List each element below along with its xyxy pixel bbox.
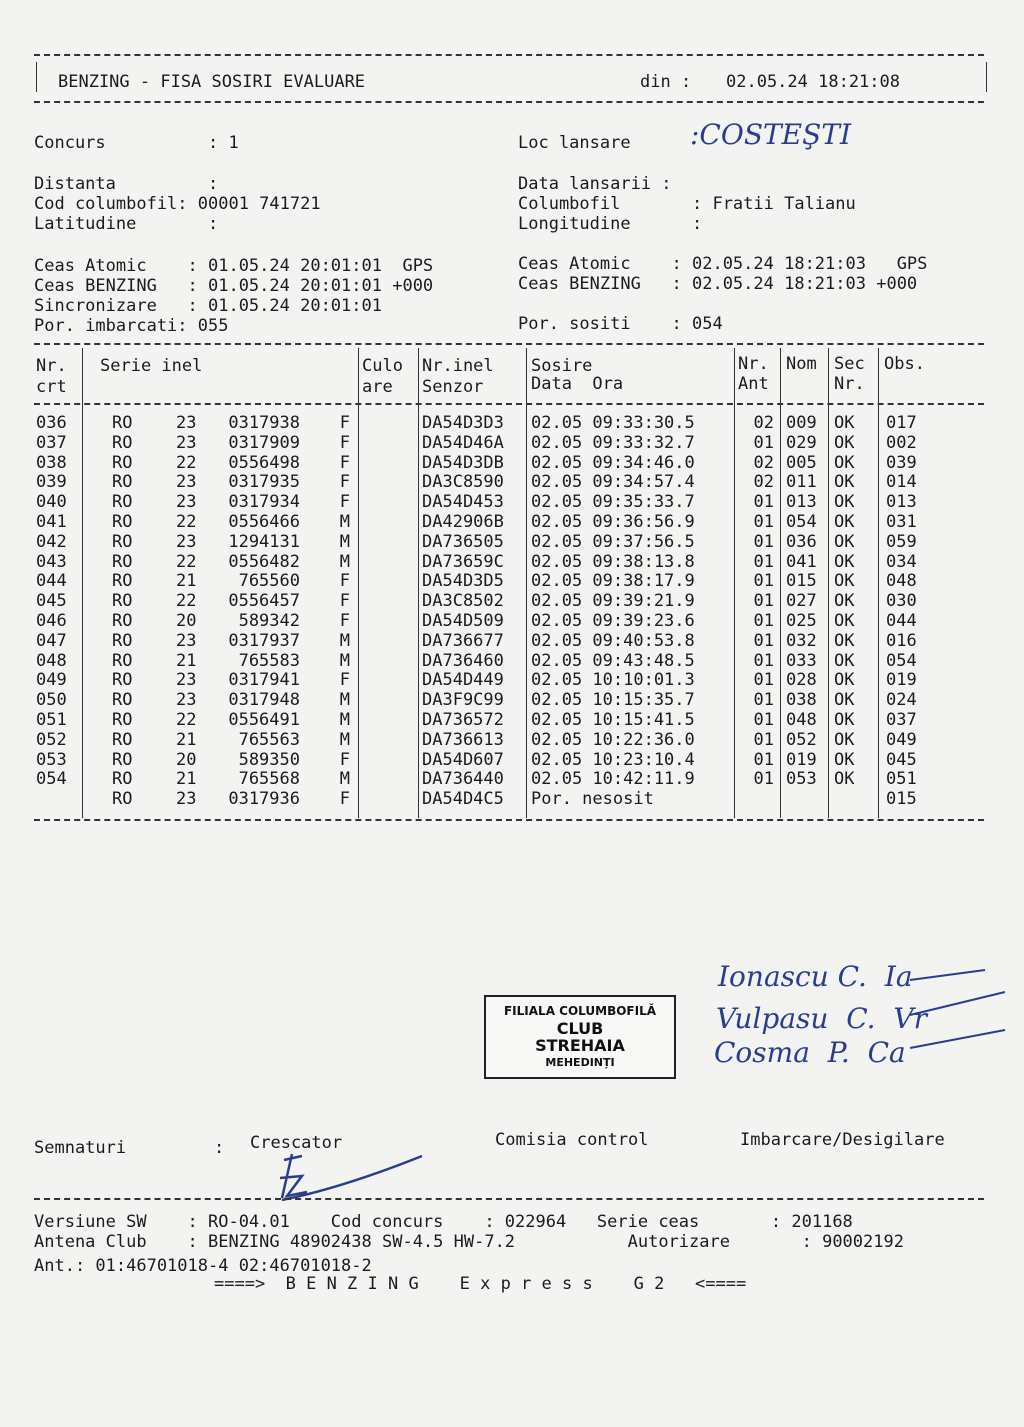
cell-sosire: 02.05 09:33:30.5 [531,413,695,433]
cell-sec: OK [834,413,855,433]
cell-inel: 0317936 [228,789,300,810]
cell-nom: 025 [786,611,817,631]
col-sep-sec [878,348,879,818]
sincronizare-field: Sincronizare : 01.05.24 20:01:01 [34,296,382,316]
header-data-ora: Data Ora [531,374,624,394]
cell-ant: 01 [753,670,774,691]
cell-sosire: 02.05 09:38:17.9 [531,571,695,592]
header-top-rule [34,54,984,56]
cell-senzor: DA54D3D3 [422,413,504,433]
col-sep-senzor [526,348,527,818]
cell-nr: 053 [36,749,67,770]
cell-tara: RO [112,432,133,453]
cell-sex: M [339,690,350,711]
stamp-line-club: CLUB [556,1019,604,1038]
cell-inel: 0556491 [228,710,300,730]
cell-tara: RO [112,670,133,691]
cell-nom: 029 [786,432,817,453]
cell-sec: OK [834,472,855,493]
cell-nr: 041 [36,512,67,532]
cell-senzor: DA3C8502 [422,591,504,612]
concurs-field: Concurs : 1 [34,133,239,153]
ceas-benzing-end: Ceas BENZING : 02.05.24 18:21:03 +000 [518,274,918,294]
cell-obs: 034 [886,551,917,572]
cell-an: 21 [176,571,197,592]
cell-obs: 045 [886,749,917,770]
cell-inel: 0317934 [228,492,300,513]
signature-strokes [870,960,1010,1055]
cell-inel: 0556482 [228,551,300,572]
cell-ant: 01 [753,492,774,513]
cell-sex: M [339,729,350,750]
cell-senzor: DA3F9C99 [422,690,504,711]
footer-benzing-express: ====> B E N Z I N G E x p r e s s G 2 <==== [214,1274,747,1294]
cell-sex: F [339,432,350,453]
cell-sosire: 02.05 09:34:46.0 [531,452,695,473]
col-sep-culoare [418,348,419,818]
header-senzor: Senzor [422,377,484,397]
ceas-atomic-start: Ceas Atomic : 01.05.24 20:01:01 GPS [34,256,434,276]
cell-tara: RO [112,611,133,631]
cell-sec: OK [834,492,855,513]
cell-sec: OK [834,630,855,651]
cell-sex: M [339,531,350,552]
cell-ant: 01 [753,571,774,592]
header-nom: Nom [786,354,817,374]
cell-sosire: 02.05 10:15:41.5 [531,710,695,730]
header-sosire: Sosire [531,356,593,376]
footer-antena: Antena Club : BENZING 48902438 SW-4.5 HW-7.2 Autorizare : 90002192 [34,1232,904,1252]
cell-nr: 049 [36,670,67,691]
cell-obs: 054 [886,650,917,671]
cell-an: 23 [176,690,197,711]
cell-nr: 054 [36,769,67,790]
cell-nom: 032 [786,630,817,651]
cell-sec: OK [834,512,855,532]
cell-nr: 042 [36,531,67,552]
data-lansarii-field: Data lansarii : [518,174,672,194]
cell-sosire: 02.05 09:36:56.9 [531,512,695,532]
cell-tara: RO [112,452,133,473]
cell-obs: 037 [886,710,917,730]
cell-nom: 053 [786,769,817,790]
cell-nom: 028 [786,670,817,691]
cell-inel: 765583 [238,650,300,671]
cell-nom: 052 [786,729,817,750]
loc-lansare-handwritten: :COSTEŞTI [690,118,852,151]
cell-senzor: DA73659C [422,551,504,572]
cell-sosire: 02.05 09:43:48.5 [531,650,695,671]
cell-tara: RO [112,630,133,651]
cell-nr: 039 [36,472,67,493]
cell-obs: 044 [886,611,917,631]
header-crt: crt [36,377,67,397]
cell-tara: RO [112,690,133,711]
cell-an: 22 [176,452,197,473]
cell-an: 22 [176,512,197,532]
cell-tara: RO [112,551,133,572]
cell-sex: M [339,710,350,730]
cell-senzor: DA736572 [422,710,504,730]
col-sep-nom [828,348,829,818]
cell-an: 23 [176,670,197,691]
cell-nom: 041 [786,551,817,572]
cell-ant: 01 [753,630,774,651]
ceas-benzing-start: Ceas BENZING : 01.05.24 20:01:01 +000 [34,276,434,296]
distanta-field: Distanta : [34,174,219,194]
cell-ant: 01 [753,432,774,453]
imbarcare-label: Imbarcare/Desigilare [740,1130,945,1150]
cell-inel: 765560 [238,571,300,592]
cell-sec: OK [834,690,855,711]
cell-sex: M [339,630,350,651]
cell-sosire: Por. nesosit [531,789,654,810]
cell-ant: 01 [753,729,774,750]
cell-sec: OK [834,452,855,473]
cell-nr: 038 [36,452,67,473]
cell-obs: 024 [886,690,917,711]
cell-sec: OK [834,769,855,790]
cell-sex: F [339,452,350,473]
cell-sec: OK [834,531,855,552]
cell-inel: 0556466 [228,512,300,532]
cell-an: 23 [176,413,197,433]
cell-senzor: DA42906B [422,512,504,532]
cell-obs: 015 [886,789,917,810]
cell-sec: OK [834,670,855,691]
cell-obs: 048 [886,571,917,592]
latitudine-field: Latitudine : [34,214,219,234]
cell-ant: 01 [753,769,774,790]
cell-ant: 01 [753,512,774,532]
cell-senzor: DA736677 [422,630,504,651]
cell-inel: 589342 [238,611,300,631]
cell-obs: 059 [886,531,917,552]
cell-senzor: DA3C8590 [422,472,504,493]
cell-tara: RO [112,512,133,532]
cell-tara: RO [112,472,133,493]
cell-inel: 0317938 [228,413,300,433]
report-date-label: din : [640,72,692,92]
cell-inel: 0317941 [228,670,300,691]
header-bottom-rule [34,101,984,103]
header-obs: Obs. [884,354,925,374]
cell-ant: 02 [753,452,774,473]
cell-sosire: 02.05 09:39:21.9 [531,591,695,612]
semnaturi-colon: : [214,1138,225,1158]
cell-obs: 017 [886,413,917,433]
cell-sex: M [339,512,350,532]
cell-nr: 040 [36,492,67,513]
table-header-rule [34,403,984,405]
cell-tara: RO [112,591,133,612]
cell-nom: 027 [786,591,817,612]
cell-nom: 038 [786,690,817,711]
header-nr: Nr. [36,356,67,376]
cell-an: 23 [176,630,197,651]
cell-obs: 016 [886,630,917,651]
cell-nr: 036 [36,413,67,433]
cell-tara: RO [112,492,133,513]
cell-sosire: 02.05 09:37:56.5 [531,531,695,552]
cell-senzor: DA736460 [422,650,504,671]
cell-sex: F [339,670,350,691]
col-sep-ant [780,348,781,818]
cell-nom: 048 [786,710,817,730]
cell-sosire: 02.05 10:10:01.3 [531,670,695,691]
cell-sec: OK [834,432,855,453]
cell-inel: 0556457 [228,591,300,612]
cell-senzor: DA736505 [422,531,504,552]
cell-sec: OK [834,749,855,770]
handwritten-signature-2: Vulpasu C. Vr [716,1002,927,1035]
cell-nom: 036 [786,531,817,552]
cell-sec: OK [834,591,855,612]
cell-ant: 02 [753,472,774,493]
cell-tara: RO [112,413,133,433]
comisia-label: Comisia control [495,1130,649,1150]
cell-sec: OK [834,710,855,730]
cell-sec: OK [834,571,855,592]
report-date-value: 02.05.24 18:21:08 [726,72,900,92]
cell-inel: 589350 [238,749,300,770]
cell-nr: 044 [36,571,67,592]
cell-tara: RO [112,749,133,770]
cell-nom: 005 [786,452,817,473]
cell-sosire: 02.05 09:33:32.7 [531,432,695,453]
cell-senzor: DA54D607 [422,749,504,770]
stamp-line-mehedinti: MEHEDINȚI [545,1056,615,1069]
cell-sex: F [339,749,350,770]
cell-senzor: DA54D3D5 [422,571,504,592]
cell-tara: RO [112,729,133,750]
por-imbarcati-field: Por. imbarcati: 055 [34,316,229,336]
cell-ant: 01 [753,710,774,730]
cell-ant: 01 [753,551,774,572]
cell-ant: 01 [753,749,774,770]
cell-ant: 01 [753,650,774,671]
cell-nr: 047 [36,630,67,651]
cell-tara: RO [112,710,133,730]
cell-inel: 0556498 [228,452,300,473]
cell-senzor: DA54D46A [422,432,504,453]
cell-ant: 01 [753,690,774,711]
cell-nr: 037 [36,432,67,453]
header-sec-nr: Nr. [834,374,865,394]
cell-nom: 054 [786,512,817,532]
cell-an: 20 [176,749,197,770]
cell-sosire: 02.05 09:38:13.8 [531,551,695,572]
header-nr-inel: Nr.inel [422,356,494,376]
cell-inel: 0317948 [228,690,300,711]
cell-nom: 033 [786,650,817,671]
cell-sec: OK [834,611,855,631]
cell-an: 23 [176,492,197,513]
cell-tara: RO [112,650,133,671]
table-top-rule [34,343,984,345]
cell-obs: 013 [886,492,917,513]
cell-sex: F [339,611,350,631]
cell-nr: 048 [36,650,67,671]
cell-nr: 050 [36,690,67,711]
cell-ant: 01 [753,611,774,631]
club-stamp [484,995,676,1079]
cell-obs: 002 [886,432,917,453]
cell-sec: OK [834,729,855,750]
footer-rule [34,1198,984,1200]
cell-nr: 046 [36,611,67,631]
cell-nom: 019 [786,749,817,770]
cell-senzor: DA54D453 [422,492,504,513]
cell-sosire: 02.05 09:39:23.6 [531,611,695,631]
cell-sex: M [339,551,350,572]
stamp-line-strehaia: STREHAIA [535,1036,625,1055]
crescator-label: Crescator [250,1133,343,1153]
cell-sosire: 02.05 10:15:35.7 [531,690,695,711]
header-are: are [362,377,393,397]
cell-sex: F [339,591,350,612]
header-nr-ant: Nr. [738,354,769,374]
ceas-atomic-end: Ceas Atomic : 02.05.24 18:21:03 GPS [518,254,928,274]
col-sep-serie [358,348,359,818]
cell-inel: 765563 [238,729,300,750]
cell-sosire: 02.05 10:22:36.0 [531,729,695,750]
cell-tara: RO [112,769,133,790]
header-ant: Ant [738,374,769,394]
cell-senzor: DA54D449 [422,670,504,691]
cell-an: 21 [176,650,197,671]
cell-sex: F [339,492,350,513]
cell-tara: RO [112,571,133,592]
cell-senzor: DA54D3DB [422,452,504,473]
cell-nr: 052 [36,729,67,750]
cell-sosire: 02.05 10:23:10.4 [531,749,695,770]
por-sositi-field: Por. sositi : 054 [518,314,723,334]
header-sec: Sec [834,354,865,374]
cell-ant: 01 [753,591,774,612]
cell-an: 20 [176,611,197,631]
cell-an: 23 [176,531,197,552]
cell-sec: OK [834,551,855,572]
cod-columbofil-field: Cod columbofil: 00001 741721 [34,194,321,214]
cell-ant: 02 [753,413,774,433]
cell-obs: 030 [886,591,917,612]
cell-senzor: DA54D509 [422,611,504,631]
report-title: BENZING - FISA SOSIRI EVALUARE [58,72,366,92]
cell-obs: 051 [886,769,917,790]
cell-sosire: 02.05 09:35:33.7 [531,492,695,513]
cell-tara: RO [112,789,133,810]
cell-ant: 01 [753,531,774,552]
cell-an: 23 [176,789,197,810]
cell-nr: 045 [36,591,67,612]
cell-an: 21 [176,769,197,790]
cell-sex: F [339,413,350,433]
handwritten-signature-3: Cosma P. Ca [714,1036,906,1069]
cell-inel: 0317909 [228,432,300,453]
loc-lansare-label: Loc lansare [518,133,631,153]
cell-sosire: 02.05 10:42:11.9 [531,769,695,790]
cell-an: 23 [176,472,197,493]
cell-sex: F [339,472,350,493]
cell-obs: 019 [886,670,917,691]
cell-sosire: 02.05 09:34:57.4 [531,472,695,493]
handwritten-signature-1: Ionascu C. Ia [718,960,913,993]
cell-obs: 039 [886,452,917,473]
cell-senzor: DA54D4C5 [422,789,504,810]
cell-nr: 043 [36,551,67,572]
cell-obs: 049 [886,729,917,750]
cell-an: 21 [176,729,197,750]
columbofil-field: Columbofil : Fratii Talianu [518,194,856,214]
cell-obs: 014 [886,472,917,493]
header-right-bar [986,62,987,92]
cell-an: 23 [176,432,197,453]
cell-sex: F [339,789,350,810]
col-sep-nr [82,348,83,818]
cell-sex: F [339,571,350,592]
cell-an: 22 [176,551,197,572]
stamp-line-filiala: FILIALA COLUMBOFILĂ [503,1004,657,1018]
cell-senzor: DA736613 [422,729,504,750]
cell-inel: 1294131 [228,531,300,552]
cell-sec: OK [834,650,855,671]
cell-an: 22 [176,591,197,612]
cell-nom: 015 [786,571,817,592]
semnaturi-label: Semnaturi [34,1138,127,1158]
cell-senzor: DA736440 [422,769,504,790]
cell-nom: 011 [786,472,817,493]
longitudine-field: Longitudine : [518,214,703,234]
cell-sex: M [339,650,350,671]
cell-obs: 031 [886,512,917,532]
cell-nom: 009 [786,413,817,433]
cell-sex: M [339,769,350,790]
cell-tara: RO [112,531,133,552]
table-bottom-rule [34,819,984,821]
cell-inel: 0317937 [228,630,300,651]
footer-antene-ids: Ant.: 01:46701018-4 02:46701018-2 [34,1256,372,1276]
cell-sosire: 02.05 09:40:53.8 [531,630,695,651]
header-culo: Culo [362,356,403,376]
header-left-bar [36,62,37,92]
footer-versiune: Versiune SW : RO-04.01 Cod concurs : 022964 Serie ceas : 201168 [34,1212,853,1232]
cell-nom: 013 [786,492,817,513]
header-serie-inel: Serie inel [100,356,203,376]
cell-nr: 051 [36,710,67,730]
cell-inel: 765568 [238,769,300,790]
cell-an: 22 [176,710,197,730]
cell-inel: 0317935 [228,472,300,493]
